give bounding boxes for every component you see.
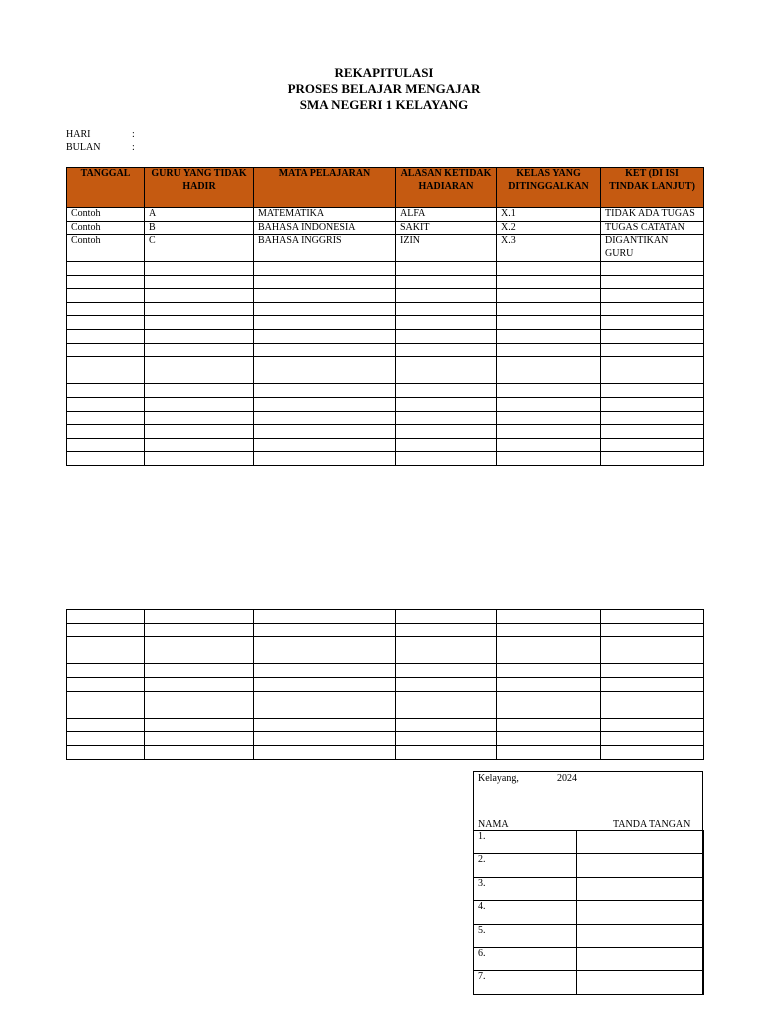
cell-alasan (396, 425, 497, 439)
cell-alasan: IZIN (396, 235, 497, 262)
cell-guru (145, 664, 254, 678)
cell-mata-pelajaran (254, 384, 396, 398)
cell-ket: TUGAS CATATAN (601, 221, 704, 235)
table-row (67, 745, 704, 759)
cell-tanggal (67, 637, 145, 664)
cell-tanggal: Contoh (67, 235, 145, 262)
cell-mata-pelajaran (254, 732, 396, 746)
cell-mata-pelajaran (254, 302, 396, 316)
meta-hari-sep: : (132, 129, 135, 140)
table-row (67, 316, 704, 330)
table-row (67, 610, 704, 624)
cell-alasan (396, 289, 497, 303)
cell-mata-pelajaran (254, 745, 396, 759)
signature-row (474, 831, 704, 854)
cell-alasan (396, 664, 497, 678)
table-row (67, 329, 704, 343)
table-row (67, 357, 704, 384)
signature-number: 4. (474, 901, 577, 924)
cell-alasan (396, 732, 497, 746)
cell-guru (145, 329, 254, 343)
cell-guru (145, 397, 254, 411)
cell-guru: C (145, 235, 254, 262)
meta-bulan-label: BULAN (66, 142, 101, 153)
signature-sign-cell (577, 971, 704, 994)
cell-guru (145, 411, 254, 425)
cell-mata-pelajaran (254, 329, 396, 343)
cell-kelas (497, 289, 601, 303)
signature-sign-cell (577, 854, 704, 877)
meta-bulan-sep: : (132, 142, 135, 153)
signature-rows (473, 830, 704, 995)
cell-alasan (396, 637, 497, 664)
signature-box (473, 771, 703, 995)
cell-ket (601, 745, 704, 759)
table-row (67, 677, 704, 691)
cell-mata-pelajaran (254, 637, 396, 664)
cell-ket (601, 664, 704, 678)
table-row (67, 275, 704, 289)
header-mata-pelajaran: MATA PELAJARAN (254, 168, 396, 208)
signature-name-label: NAMA (478, 819, 509, 830)
cell-kelas (497, 623, 601, 637)
table-row (67, 438, 704, 452)
cell-alasan (396, 452, 497, 466)
signature-row (474, 947, 704, 970)
cell-guru (145, 677, 254, 691)
cell-ket (601, 438, 704, 452)
cell-ket (601, 316, 704, 330)
signature-number: 6. (474, 947, 577, 970)
header-alasan: ALASAN KETIDAK HADIARAN (396, 168, 497, 208)
cell-alasan (396, 384, 497, 398)
cell-kelas: X.3 (497, 235, 601, 262)
table-row (67, 732, 704, 746)
cell-guru (145, 438, 254, 452)
cell-mata-pelajaran (254, 718, 396, 732)
cell-ket (601, 691, 704, 718)
cell-alasan (396, 357, 497, 384)
cell-tanggal (67, 677, 145, 691)
cell-alasan (396, 302, 497, 316)
cell-kelas (497, 411, 601, 425)
title-line-1: REKAPITULASI (334, 65, 434, 80)
cell-guru (145, 289, 254, 303)
cell-kelas (497, 302, 601, 316)
signature-sign-cell (577, 947, 704, 970)
table-row (67, 691, 704, 718)
cell-alasan: ALFA (396, 208, 497, 222)
cell-mata-pelajaran (254, 677, 396, 691)
cell-ket (601, 357, 704, 384)
cell-tanggal: Contoh (67, 221, 145, 235)
table-row (67, 302, 704, 316)
signature-sign-cell (577, 901, 704, 924)
cell-tanggal (67, 357, 145, 384)
cell-tanggal (67, 343, 145, 357)
table-row (67, 343, 704, 357)
signature-number: 1. (474, 831, 577, 854)
table-row (67, 452, 704, 466)
signature-sign-cell (577, 924, 704, 947)
cell-kelas (497, 452, 601, 466)
cell-alasan (396, 262, 497, 276)
cell-kelas (497, 732, 601, 746)
cell-mata-pelajaran (254, 623, 396, 637)
cell-guru: A (145, 208, 254, 222)
cell-guru (145, 425, 254, 439)
attendance-table (66, 167, 704, 466)
cell-kelas (497, 718, 601, 732)
signature-row (474, 877, 704, 900)
cell-kelas (497, 677, 601, 691)
cell-tanggal (67, 302, 145, 316)
cell-ket (601, 623, 704, 637)
cell-mata-pelajaran (254, 452, 396, 466)
cell-guru (145, 732, 254, 746)
table-row (67, 384, 704, 398)
table-header-row (67, 168, 704, 208)
title-line-2: PROSES BELAJAR MENGAJAR (287, 81, 481, 96)
cell-alasan (396, 677, 497, 691)
cell-mata-pelajaran (254, 411, 396, 425)
cell-kelas: X.2 (497, 221, 601, 235)
cell-guru (145, 623, 254, 637)
table-row (67, 425, 704, 439)
cell-mata-pelajaran (254, 316, 396, 330)
cell-mata-pelajaran (254, 343, 396, 357)
cell-mata-pelajaran (254, 438, 396, 452)
cell-ket (601, 452, 704, 466)
table-row (67, 718, 704, 732)
cell-guru (145, 384, 254, 398)
cell-mata-pelajaran (254, 275, 396, 289)
cell-alasan (396, 316, 497, 330)
cell-kelas (497, 425, 601, 439)
cell-guru (145, 302, 254, 316)
cell-alasan: SAKIT (396, 221, 497, 235)
cell-guru: B (145, 221, 254, 235)
cell-guru (145, 610, 254, 624)
cell-kelas (497, 262, 601, 276)
header-ket: KET (DI ISI TINDAK LANJUT) (601, 168, 704, 208)
cell-kelas (497, 329, 601, 343)
cell-mata-pelajaran (254, 691, 396, 718)
cell-ket (601, 262, 704, 276)
cell-tanggal (67, 262, 145, 276)
document-title (0, 65, 768, 113)
table-row (67, 664, 704, 678)
cell-ket (601, 289, 704, 303)
header-kelas: KELAS YANG DITINGGALKAN (497, 168, 601, 208)
cell-alasan (396, 718, 497, 732)
cell-guru (145, 275, 254, 289)
table-row (67, 411, 704, 425)
cell-tanggal (67, 664, 145, 678)
cell-tanggal (67, 425, 145, 439)
cell-mata-pelajaran (254, 610, 396, 624)
cell-tanggal (67, 384, 145, 398)
cell-tanggal (67, 329, 145, 343)
cell-guru (145, 691, 254, 718)
table-row (67, 637, 704, 664)
signature-sign-label: TANDA TANGAN (613, 819, 691, 830)
signature-row (474, 854, 704, 877)
cell-guru (145, 745, 254, 759)
table-row (67, 235, 704, 262)
cell-mata-pelajaran (254, 425, 396, 439)
cell-kelas (497, 637, 601, 664)
signature-number: 7. (474, 971, 577, 994)
cell-tanggal (67, 289, 145, 303)
cell-ket (601, 637, 704, 664)
cell-ket (601, 329, 704, 343)
cell-ket (601, 732, 704, 746)
cell-guru (145, 357, 254, 384)
cell-guru (145, 637, 254, 664)
signature-sign-cell (577, 831, 704, 854)
cell-mata-pelajaran (254, 357, 396, 384)
cell-kelas (497, 397, 601, 411)
cell-kelas (497, 275, 601, 289)
cell-ket (601, 718, 704, 732)
header-tanggal: TANGGAL (67, 168, 145, 208)
cell-mata-pelajaran (254, 289, 396, 303)
signature-number: 3. (474, 877, 577, 900)
table-row (67, 221, 704, 235)
cell-tanggal (67, 397, 145, 411)
cell-mata-pelajaran (254, 262, 396, 276)
cell-tanggal (67, 718, 145, 732)
cell-ket (601, 343, 704, 357)
cell-mata-pelajaran (254, 664, 396, 678)
signature-place: Kelayang, (478, 773, 519, 784)
cell-kelas (497, 438, 601, 452)
cell-alasan (396, 623, 497, 637)
cell-kelas (497, 357, 601, 384)
table-row (67, 208, 704, 222)
cell-ket: TIDAK ADA TUGAS (601, 208, 704, 222)
cell-kelas (497, 664, 601, 678)
cell-alasan (396, 329, 497, 343)
cell-kelas: X.1 (497, 208, 601, 222)
cell-ket (601, 610, 704, 624)
cell-tanggal: Contoh (67, 208, 145, 222)
table-row (67, 623, 704, 637)
cell-tanggal (67, 745, 145, 759)
signature-number: 2. (474, 854, 577, 877)
cell-tanggal (67, 438, 145, 452)
table-row (67, 289, 704, 303)
cell-mata-pelajaran: BAHASA INGGRIS (254, 235, 396, 262)
continuation-table (66, 609, 704, 760)
meta-bulan (66, 141, 135, 154)
cell-guru (145, 316, 254, 330)
cell-alasan (396, 343, 497, 357)
cell-kelas (497, 343, 601, 357)
cell-mata-pelajaran (254, 397, 396, 411)
cell-guru (145, 262, 254, 276)
cell-ket (601, 397, 704, 411)
cell-tanggal (67, 623, 145, 637)
cell-ket (601, 275, 704, 289)
cell-alasan (396, 610, 497, 624)
cell-ket (601, 411, 704, 425)
cell-tanggal (67, 316, 145, 330)
cell-guru (145, 718, 254, 732)
signature-row (474, 901, 704, 924)
table-row (67, 397, 704, 411)
cell-tanggal (67, 275, 145, 289)
signature-year: 2024 (557, 773, 577, 784)
table-row (67, 262, 704, 276)
signature-row (474, 924, 704, 947)
signature-row (474, 971, 704, 994)
cell-alasan (396, 397, 497, 411)
signature-sign-cell (577, 877, 704, 900)
meta-hari (66, 128, 135, 141)
cell-alasan (396, 745, 497, 759)
signature-number: 5. (474, 924, 577, 947)
cell-ket: DIGANTIKAN GURU (601, 235, 704, 262)
cell-kelas (497, 745, 601, 759)
cell-ket (601, 677, 704, 691)
cell-alasan (396, 275, 497, 289)
cell-tanggal (67, 732, 145, 746)
cell-tanggal (67, 610, 145, 624)
cell-kelas (497, 691, 601, 718)
cell-mata-pelajaran: BAHASA INDONESIA (254, 221, 396, 235)
cell-kelas (497, 316, 601, 330)
cell-tanggal (67, 452, 145, 466)
cell-alasan (396, 411, 497, 425)
cell-tanggal (67, 411, 145, 425)
meta-hari-label: HARI (66, 129, 91, 140)
cell-ket (601, 425, 704, 439)
cell-tanggal (67, 691, 145, 718)
cell-alasan (396, 691, 497, 718)
cell-guru (145, 343, 254, 357)
cell-kelas (497, 384, 601, 398)
cell-guru (145, 452, 254, 466)
cell-kelas (497, 610, 601, 624)
header-guru: GURU YANG TIDAK HADIR (145, 168, 254, 208)
cell-ket (601, 384, 704, 398)
cell-ket (601, 302, 704, 316)
cell-mata-pelajaran: MATEMATIKA (254, 208, 396, 222)
cell-alasan (396, 438, 497, 452)
title-line-3: SMA NEGERI 1 KELAYANG (299, 97, 469, 112)
